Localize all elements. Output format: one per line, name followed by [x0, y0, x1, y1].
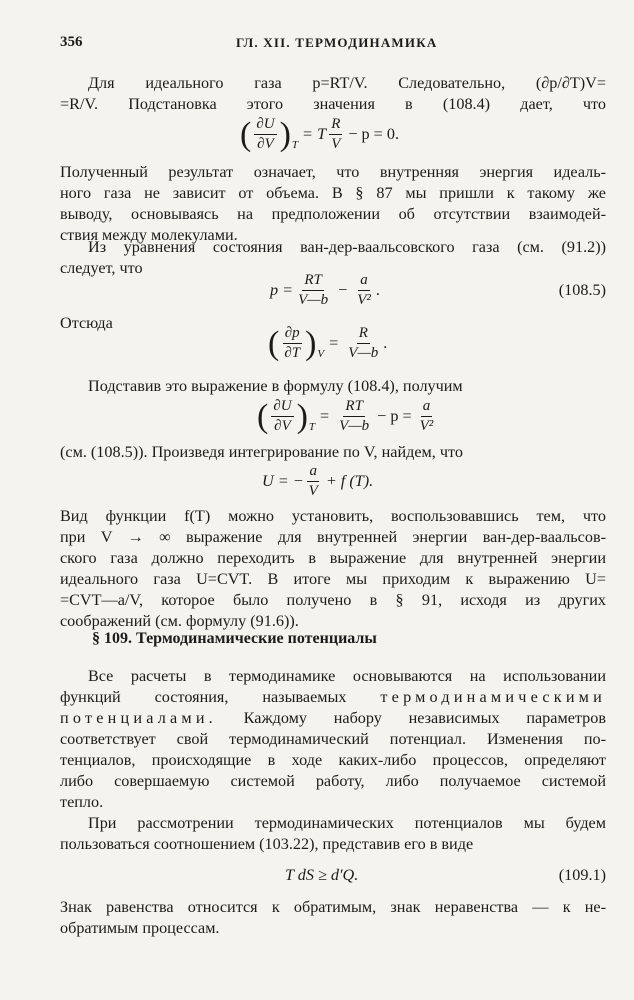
eq1-rhs-numerator: R — [329, 116, 342, 135]
eq1-subscript: T — [291, 139, 299, 151]
eq2-f1-numerator: RT — [302, 272, 324, 291]
eq5-tail: + f (T). — [325, 472, 374, 490]
eq2-f2-numerator: a — [358, 272, 370, 291]
paragraph-5-line-1: Все расчеты в термодинамике основываются на использовании — [88, 667, 606, 685]
eq2-f1-denominator: V—b — [298, 292, 329, 308]
eq3-subscript: V — [317, 348, 325, 360]
paragraph-4-line-6: соображений (см. формулу (91.6)). — [60, 612, 299, 630]
eq3-rhs-denominator: V—b — [348, 345, 379, 361]
eq5-lhs: U = − — [262, 472, 304, 490]
eq4-lhs-numerator: ∂U — [271, 398, 293, 417]
paragraph-4-line-4: идеального газа U=CVT. В итоге мы приходим к выражению U= — [60, 570, 606, 588]
equation-label-109-1: (109.1) — [558, 866, 606, 884]
eq4-f1-numerator: RT — [343, 398, 365, 417]
paragraph-7-line-1: Знак равенства относится к обратимым, знак неравенства — к не- — [60, 898, 606, 916]
eq1-rhs-denominator: V — [331, 136, 341, 152]
paragraph-1-line-2: =R/V. Подстановка этого значения в (108.4) дает, что — [60, 95, 606, 113]
term-thermodynamic: термодинамическими — [380, 688, 606, 706]
equation-label-108-5: (108.5) — [558, 281, 606, 299]
paragraph-6-line-1: При рассмотрении термодинамических потенциалов мы будем — [88, 814, 606, 832]
eq1-tail: − p = 0. — [348, 125, 399, 143]
paragraph-4-line-5: =CVT—a/V, которое было получено в § 91, исходя из других — [60, 591, 606, 609]
eq4-f2-numerator: a — [421, 398, 433, 417]
paragraph-1-line-1: Для идеального газа p=RT/V. Следовательно, (∂p/∂T)V= — [88, 74, 606, 92]
eq4-f1-denominator: V—b — [339, 418, 370, 434]
paragraph-3-line-2: следует, что — [60, 259, 143, 277]
line-podstaviv: Подставив это выражение в формулу (108.4), получим — [88, 377, 463, 395]
eq4-lhs-denominator: ∂V — [274, 418, 291, 434]
paragraph-5-line-3 — [60, 708, 606, 729]
paragraph-2-line-1: Полученный результат означает, что внутренняя энергия идеаль- — [60, 163, 606, 181]
section-heading-109: § 109. Термодинамические потенциалы — [92, 630, 377, 647]
eq3-rhs-numerator: R — [357, 325, 370, 344]
paragraph-5-line-3-end: Каждому набору независимых параметров — [243, 709, 606, 727]
paragraph-5-line-6: либо совершаемую системой работу, либо получаемое системой — [60, 772, 606, 790]
line-integrirovanie: (см. (108.5)). Произведя интегрирование по V, найдем, что — [60, 443, 463, 461]
paragraph-5-line-2 — [60, 687, 606, 708]
running-header — [60, 34, 606, 56]
equation-du-dv-vdw: ( $\frac{\partial U}{\partial V}$ ) T = $\frac{RT}{V—b}$ − p = $\frac{a}{\text{V²}}$ — [257, 397, 434, 435]
paragraph-7-line-2: обратимым процессам. — [60, 919, 220, 937]
eq4-middle: − p = — [377, 407, 412, 425]
word-otsyuda: Отсюда — [60, 314, 113, 332]
paragraph-5-line-2-start: функций состояния, называемых — [60, 688, 347, 706]
eq1-coefficient: T — [317, 125, 327, 143]
paragraph-5-line-5: тенциалов, происходящие в ходе каких-либо процессов, определяют — [60, 751, 606, 769]
equation-van-der-waals: p = $\frac{RT}{V—b}$ − $\frac{a}{\text{V²}}$ . — [270, 272, 380, 308]
term-potentials: потенциалами. — [60, 709, 217, 727]
eq1-lhs-numerator: ∂U — [254, 116, 276, 135]
eq4-subscript: T — [308, 421, 316, 433]
equation-dp-dt: ( $\frac{\partial p}{\partial T}$ ) V = $\frac{R}{V—b}$ . — [268, 324, 388, 362]
eq5-numerator: a — [307, 463, 319, 482]
equation-internal-energy — [262, 463, 373, 500]
eq2-lhs: p = — [270, 281, 294, 299]
eq4-f2-denominator: V² — [419, 418, 434, 434]
eq3-lhs-numerator: ∂p — [283, 325, 302, 344]
eq1-lhs-denominator: ∂V — [257, 136, 274, 152]
paragraph-4-line-1: Вид функции f(T) можно установить, воспользовавшись тем, что — [60, 507, 606, 525]
equation-clausius-inequality — [285, 866, 358, 885]
eq2-f2-denominator: V² — [357, 292, 371, 308]
eq2-end: . — [375, 281, 380, 299]
page-number: 356 — [60, 34, 83, 50]
paragraph-5-line-4: соответствует свой термодинамический потенциал. Изменения по- — [60, 730, 606, 748]
paragraph-2-line-3: выводу, основываясь на предположении об отсутствии взаимодей- — [60, 205, 606, 223]
paragraph-6-line-2: пользоваться соотношением (103.22), представив его в виде — [60, 835, 474, 853]
paragraph-5-line-7: тепло. — [60, 793, 104, 811]
eq3-lhs-denominator: ∂T — [284, 345, 301, 361]
paragraph-3-line-1: Из уравнения состояния ван-дер-ваальсовского газа (см. (91.2)) — [88, 238, 606, 256]
eq6-formula: T dS ≥ d′Q. — [285, 866, 359, 884]
paragraph-2-line-2: ного газа не зависит от объема. В § 87 мы пришли к такому же — [60, 184, 606, 202]
chapter-title: ГЛ. XII. ТЕРМОДИНАМИКА — [236, 35, 438, 50]
paragraph-4-line-3: ского газа должно переходить в выражение для внутренней энергии — [60, 549, 606, 567]
paragraph-4-line-2: при V → ∞ выражение для внутренней энергии ван-дер-ваальсов- — [60, 528, 606, 546]
eq5-denominator: V — [308, 483, 318, 499]
equation-ideal-gas-energy: ( $\frac{\partial U}{\partial V}$ ) T = T $\frac{R}{V}$ − p = 0. — [240, 115, 399, 153]
eq3-end: . — [383, 334, 388, 352]
paragraph-2-line-4: ствия между молекулами. — [60, 226, 238, 244]
